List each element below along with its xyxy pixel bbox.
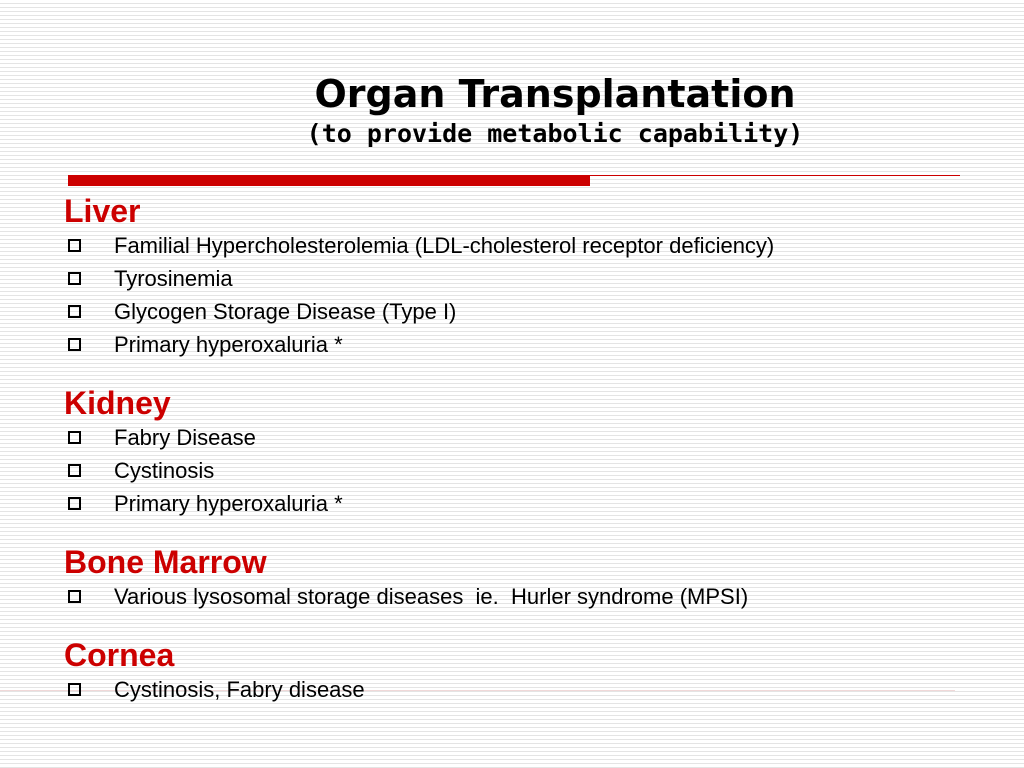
list-item-label: Primary hyperoxaluria * [114, 332, 343, 357]
list-item [64, 262, 984, 295]
list-item-label: Primary hyperoxaluria * [114, 491, 343, 516]
section-cornea [64, 637, 984, 706]
hollow-square-icon [68, 239, 81, 252]
slide-title: Organ Transplantation [314, 72, 796, 116]
slide-subtitle: (to provide metabolic capability) [306, 119, 804, 148]
title-underline-line [590, 175, 960, 176]
hollow-square-icon [68, 431, 81, 444]
section-heading: Liver [64, 193, 141, 229]
list-item-label: Cystinosis [114, 458, 215, 483]
list-item-label: Cystinosis, Fabry disease [114, 677, 365, 702]
title-underline-bar [68, 175, 590, 186]
section-bone-marrow [64, 544, 984, 613]
list-item [64, 229, 984, 262]
title-block [0, 70, 1024, 150]
hollow-square-icon [68, 272, 81, 285]
hollow-square-icon [68, 338, 81, 351]
hollow-square-icon [68, 497, 81, 510]
list-item [64, 328, 984, 361]
list-item-label: Tyrosinemia [114, 266, 233, 291]
hollow-square-icon [68, 590, 81, 603]
list-item [64, 454, 984, 487]
list-item [64, 295, 984, 328]
section-heading: Kidney [64, 385, 171, 421]
list-item [64, 673, 984, 706]
hollow-square-icon [68, 464, 81, 477]
section-kidney [64, 385, 984, 520]
list-item [64, 421, 984, 454]
hollow-square-icon [68, 305, 81, 318]
section-heading: Cornea [64, 637, 175, 673]
list-item [64, 580, 984, 613]
list-item [64, 487, 984, 520]
section-heading: Bone Marrow [64, 544, 267, 580]
list-item-label: Various lysosomal storage diseases ie. Hurler syndrome (MPSI) [114, 584, 749, 609]
list-item-label: Familial Hypercholesterolemia (LDL-cholesterol receptor deficiency) [114, 233, 775, 258]
list-item-label: Glycogen Storage Disease (Type I) [114, 299, 457, 324]
list-item-label: Fabry Disease [114, 425, 256, 450]
hollow-square-icon [68, 683, 81, 696]
section-liver [64, 193, 984, 361]
slide-content [64, 193, 984, 730]
